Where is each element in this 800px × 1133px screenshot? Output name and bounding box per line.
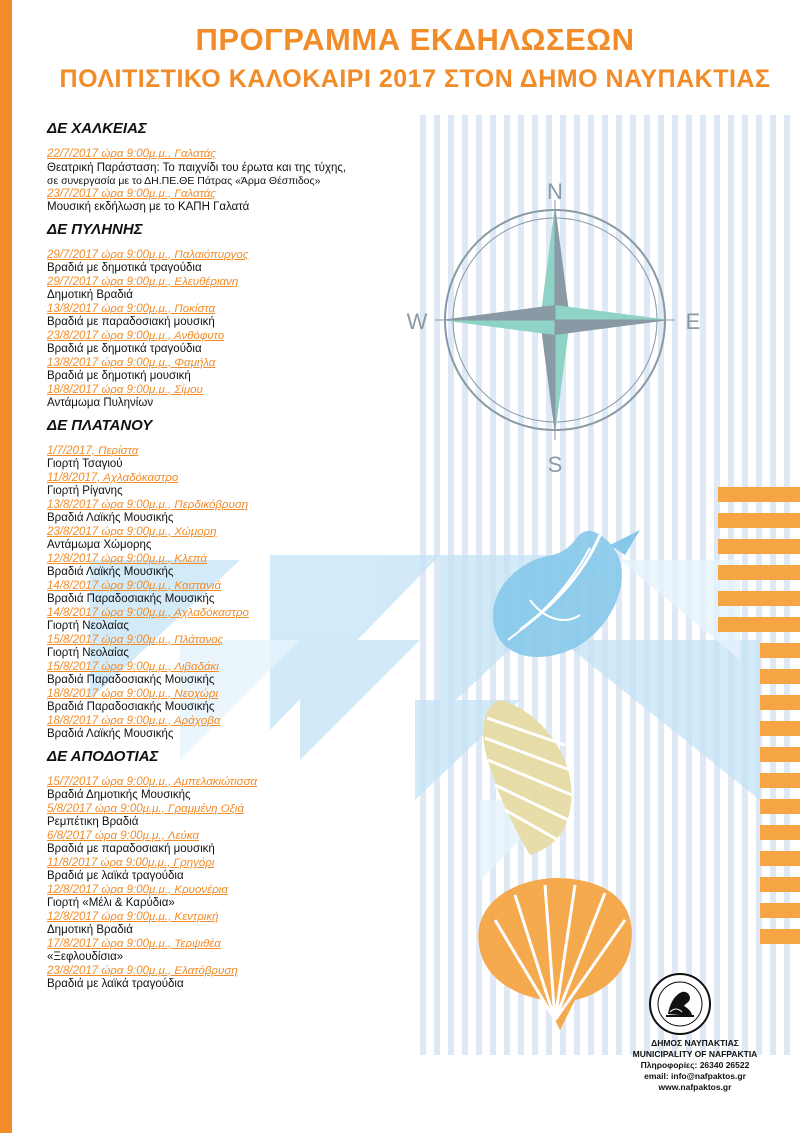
section-platanou — [47, 417, 467, 742]
event-description: Βραδιά με δημοτικά τραγούδια — [47, 343, 202, 355]
compass-west-label: W — [406, 309, 428, 334]
event-date: 15/7/2017 ώρα 9:00μ.μ., Αμπελακιώτισσα — [47, 775, 258, 788]
event-date: 12/8/2017 ώρα 9:00μ.μ., Κλεπά — [47, 552, 207, 565]
event-description: Αντάμωμα Πυληνίων — [47, 397, 154, 409]
event-description: Βραδιά Παραδοσιακής Μουσικής — [47, 701, 215, 713]
event-description: Γιορτή Τσαγιού — [47, 458, 123, 470]
section-apodotias — [47, 748, 467, 992]
event-date: 12/8/2017 ώρα 9:00μ.μ., Κεντρική — [47, 910, 219, 923]
event-description: Βραδιά με λαϊκά τραγούδια — [47, 978, 184, 990]
phone-info: Πληροφορίες: 26340 26522 — [640, 1060, 750, 1070]
event-description: Βραδιά Λαϊκής Μουσικής — [47, 566, 174, 578]
section-title: ΔΕ ΧΑΛΚΕΙΑΣ — [47, 120, 147, 137]
website-info: www.nafpaktos.gr — [658, 1082, 732, 1092]
event-description: Βραδιά με λαϊκά τραγούδια — [47, 870, 184, 882]
event-date: 18/8/2017 ώρα 9:00μ.μ., Νεοχώρι — [47, 687, 219, 700]
section-title: ΔΕ ΠΥΛΗΝΗΣ — [47, 220, 143, 238]
event-description: Βραδιά με δημοτικά τραγούδια — [47, 262, 202, 274]
email-info: email: info@nafpaktos.gr — [644, 1071, 746, 1081]
event-date: 18/8/2017 ώρα 9:00μ.μ., Αράχοβα — [47, 714, 221, 727]
section-chalkeias — [47, 120, 467, 215]
event-description: «Ξεφλουδίσια» — [47, 951, 124, 963]
event-description: Βραδιά Λαϊκής Μουσικής — [47, 512, 174, 524]
municipality-seal-logo — [648, 972, 712, 1036]
event-description: Βραδιά Δημοτικής Μουσικής — [47, 789, 191, 801]
event-description: Βραδιά Παραδοσιακής Μουσικής — [47, 593, 215, 605]
event-date: 23/8/2017 ώρα 9:00μ.μ., Ελατόβρυση — [47, 964, 238, 977]
event-description: Γιορτή «Μέλι & Καρύδια» — [47, 897, 175, 909]
event-description: Γιορτή Ρίγανης — [47, 485, 123, 497]
section-title: ΔΕ ΠΛΑΤΑΝΟΥ — [47, 416, 153, 434]
event-date: 14/8/2017 ώρα 9:00μ.μ., Αχλαδόκαστρο — [47, 606, 249, 619]
event-description: Γιορτή Νεολαίας — [47, 647, 129, 659]
event-description: Θεατρική Παράσταση: Το παιχνίδι του έρωτα και της τύχης, — [47, 161, 347, 174]
event-description: Μουσική εκδήλωση με το ΚΑΠΗ Γαλατά — [47, 201, 250, 213]
footer-info — [600, 1038, 790, 1093]
event-date: 23/8/2017 ώρα 9:00μ.μ., Ανθόφυτο — [47, 329, 225, 342]
event-date: 17/8/2017 ώρα 9:00μ.μ., Τερψιθέα — [47, 937, 221, 950]
compass-north-label: N — [547, 179, 563, 204]
event-description: Γιορτή Νεολαίας — [47, 620, 129, 632]
section-pylinis — [47, 221, 467, 411]
event-date: 29/7/2017 ώρα 9:00μ.μ., Παλαιόπυργος — [47, 248, 249, 261]
event-date: 11/8/2017 ώρα 9:00μ.μ., Γρηγόρι — [47, 856, 215, 869]
event-date: 22/7/2017 ώρα 9:00μ.μ., Γαλατάς — [47, 148, 216, 160]
poster-title: ΠΡΟΓΡΑΜΜΑ ΕΚΔΗΛΩΣΕΩΝ — [195, 22, 635, 57]
event-date: 18/8/2017 ώρα 9:00μ.μ., Σίμου — [47, 383, 203, 396]
event-description: Βραδιά Παραδοσιακής Μουσικής — [47, 674, 215, 686]
event-schedule — [47, 114, 467, 992]
compass-south-label: S — [547, 452, 563, 477]
event-date: 13/8/2017 ώρα 9:00μ.μ., Περδικόβρυση — [47, 498, 249, 511]
event-date: 1/7/2017, Περίστα — [47, 444, 139, 457]
left-accent-bar — [0, 0, 12, 1133]
event-description: Βραδιά με παραδοσιακή μουσική — [47, 843, 215, 855]
event-description: Δημοτική Βραδιά — [47, 924, 133, 936]
compass-east-label: E — [685, 309, 701, 334]
event-date: 23/7/2017 ώρα 9:00μ.μ., Γαλατάς — [47, 187, 216, 200]
event-date: 14/8/2017 ώρα 9:00μ.μ., Καστανιά — [47, 579, 221, 592]
orange-scallop-icon — [478, 878, 632, 1030]
event-date: 15/8/2017 ώρα 9:00μ.μ., Λιβαδάκι — [47, 660, 219, 673]
event-date: 11/8/2017, Αχλαδόκαστρο — [47, 471, 179, 484]
event-date: 13/8/2017 ώρα 9:00μ.μ., Φαμήλα — [47, 356, 216, 369]
compass-rose-icon — [435, 200, 675, 440]
event-description: Αντάμωμα Χώμορης — [47, 539, 152, 551]
event-date: 12/8/2017 ώρα 9:00μ.μ., Κρυονέρια — [47, 883, 228, 896]
event-date: 5/8/2017 ώρα 9:00μ.μ., Γραμμένη Οξιά — [47, 802, 244, 815]
event-date: 13/8/2017 ώρα 9:00μ.μ., Ποκίστα — [47, 302, 216, 315]
municipality-name-gr: ΔΗΜΟΣ ΝΑΥΠΑΚΤΙΑΣ — [651, 1038, 739, 1048]
event-description: Δημοτική Βραδιά — [47, 289, 133, 301]
event-date: 29/7/2017 ώρα 9:00μ.μ., Ελευθέριανη — [47, 275, 239, 288]
event-description: Βραδιά με δημοτική μουσική — [47, 370, 191, 382]
event-date: 6/8/2017 ώρα 9:00μ.μ., Λεύκα — [47, 829, 200, 842]
event-description-extra: σε συνεργασία με το ΔΗ.ΠΕ.ΘΕ Πάτρας «Άρμα Θέσπιδος» — [47, 175, 321, 187]
event-date: 23/8/2017 ώρα 9:00μ.μ., Χώμορη — [47, 525, 217, 538]
event-description: Βραδιά με παραδοσιακή μουσική — [47, 316, 215, 328]
event-description: Βραδιά Λαϊκής Μουσικής — [47, 728, 174, 740]
municipality-name-en: MUNICIPALITY OF NAFPAKTIA — [632, 1049, 758, 1059]
event-date: 15/8/2017 ώρα 9:00μ.μ., Πλάτανος — [47, 633, 224, 646]
event-description: Ρεμπέτικη Βραδιά — [47, 816, 139, 828]
poster-subtitle: ΠΟΛΙΤΙΣΤΙΚΟ ΚΑΛΟΚΑΙΡΙ 2017 ΣΤΟΝ ΔΗΜΟ ΝΑΥΠΑΚΤΙΑΣ — [59, 65, 771, 93]
section-title: ΔΕ ΑΠΟΔΟΤΙΑΣ — [47, 747, 159, 765]
